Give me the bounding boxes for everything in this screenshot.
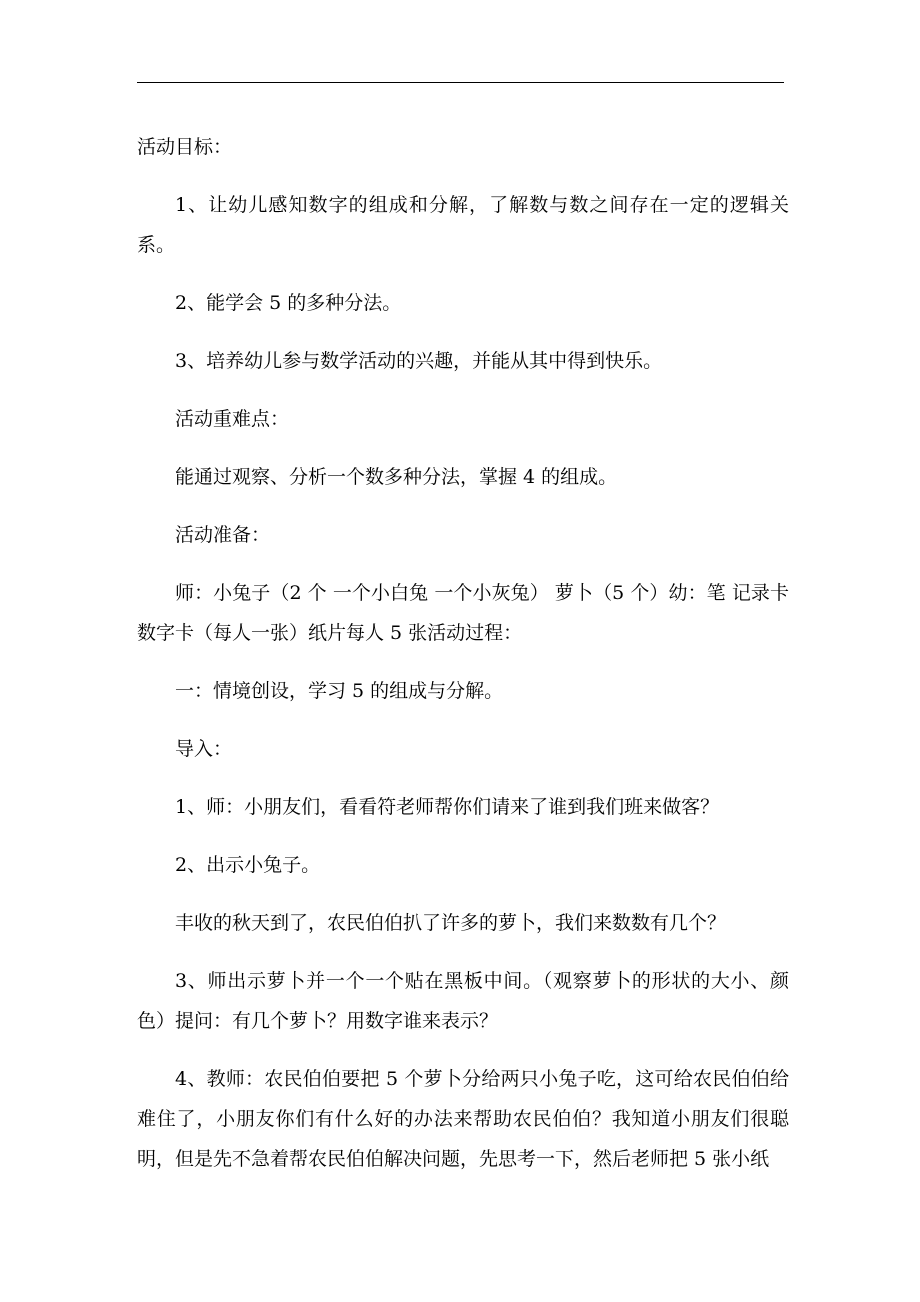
goal-item-2: 2、能学会 5 的多种分法。 xyxy=(175,292,402,314)
key-points-text: 能通过观察、分析一个数多种分法，掌握 4 的组成。 xyxy=(175,466,618,488)
heading-key-points: 活动重难点： xyxy=(175,408,290,430)
step-4: 4、教师：农民伯伯要把 5 个萝卜分给两只小兔子吃，这可给农民伯伯给难住了，小朋友你们有什么好的办法来帮助农民伯伯？我知道小朋友们很聪明，但是先不急着帮农民伯伯解决问题，先思考一下，然后老师把 5 张小纸 xyxy=(137,1068,789,1170)
heading-preparation: 活动准备： xyxy=(175,524,271,546)
step-1: 1、师：小朋友们，看看符老师帮你们请来了谁到我们班来做客？ xyxy=(175,796,720,818)
goal-item-3: 3、培养幼儿参与数学活动的兴趣，并能从其中得到快乐。 xyxy=(175,350,663,372)
step-3: 3、师出示萝卜并一个一个贴在黑板中间。（观察萝卜的形状的大小、颜色）提问：有几个萝卜？用数字谁来表示？ xyxy=(137,970,789,1032)
header-rule xyxy=(137,82,784,83)
preparation-text: 师：小兔子（2 个 一个小白兔 一个小灰兔） 萝卜（5 个）幼：笔 记录卡 数字卡（每人一张）纸片每人 5 张活动过程： xyxy=(137,582,789,644)
step-2: 2、出示小兔子。 xyxy=(175,854,321,876)
document-body xyxy=(137,127,789,1197)
harvest-text: 丰收的秋天到了，农民伯伯扒了许多的萝卜，我们来数数有几个？ xyxy=(175,912,727,934)
heading-introduction: 导入： xyxy=(175,738,233,760)
heading-activity-goals: 活动目标： xyxy=(137,136,233,158)
section-one-title: 一：情境创设，学习 5 的组成与分解。 xyxy=(175,680,504,702)
goal-item-1: 1、让幼儿感知数字的组成和分解，了解数与数之间存在一定的逻辑关系。 xyxy=(137,194,789,256)
